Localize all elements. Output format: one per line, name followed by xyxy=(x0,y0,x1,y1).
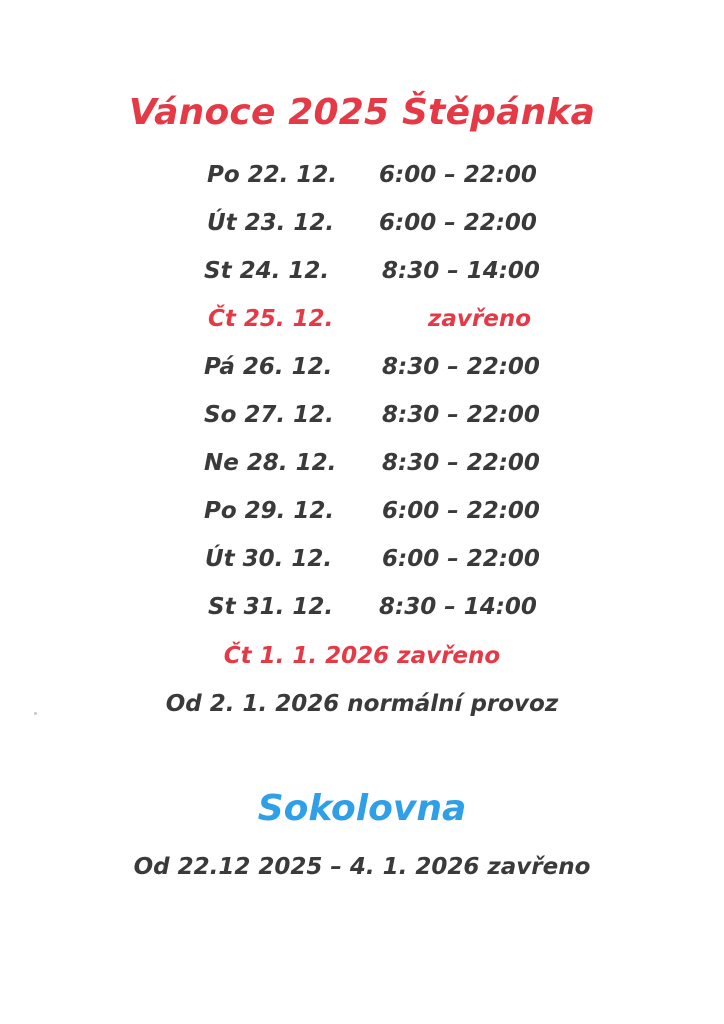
schedule-day: St 24. 12. xyxy=(204,258,330,284)
schedule-day: Út 30. 12. xyxy=(205,546,333,572)
sokolovna-closed-note: Od 22.12 2025 – 4. 1. 2026 zavřeno xyxy=(133,854,591,880)
schedule-day: So 27. 12. xyxy=(204,402,334,428)
schedule-day: Ne 28. 12. xyxy=(204,450,337,476)
schedule-hours: 6:00 – 22:00 xyxy=(382,546,540,572)
schedule-day: Út 23. 12. xyxy=(207,210,335,236)
schedule-hours: 8:30 – 22:00 xyxy=(382,450,540,476)
schedule-hours: 6:00 – 22:00 xyxy=(379,210,537,236)
sokolovna-title: Sokolovna xyxy=(257,788,467,829)
schedule-day: Čt 25. 12. xyxy=(208,306,334,332)
schedule-hours: 6:00 – 22:00 xyxy=(379,162,537,188)
schedule-day: St 31. 12. xyxy=(208,594,334,620)
holiday-closed-note: Čt 1. 1. 2026 zavřeno xyxy=(223,643,501,669)
schedule-day: Po 22. 12. xyxy=(207,162,338,188)
schedule-hours: 8:30 – 22:00 xyxy=(382,402,540,428)
schedule-hours: 8:30 – 14:00 xyxy=(379,594,537,620)
schedule-hours: 6:00 – 22:00 xyxy=(382,498,540,524)
schedule-hours: zavřeno xyxy=(428,306,532,332)
schedule-hours: 8:30 – 14:00 xyxy=(382,258,540,284)
page-title: Vánoce 2025 Štěpánka xyxy=(128,92,596,133)
scan-speck xyxy=(34,712,37,715)
normal-operation-note: Od 2. 1. 2026 normální provoz xyxy=(165,691,559,717)
schedule-hours: 8:30 – 22:00 xyxy=(382,354,540,380)
schedule-day: Pá 26. 12. xyxy=(204,354,333,380)
schedule-day: Po 29. 12. xyxy=(204,498,335,524)
